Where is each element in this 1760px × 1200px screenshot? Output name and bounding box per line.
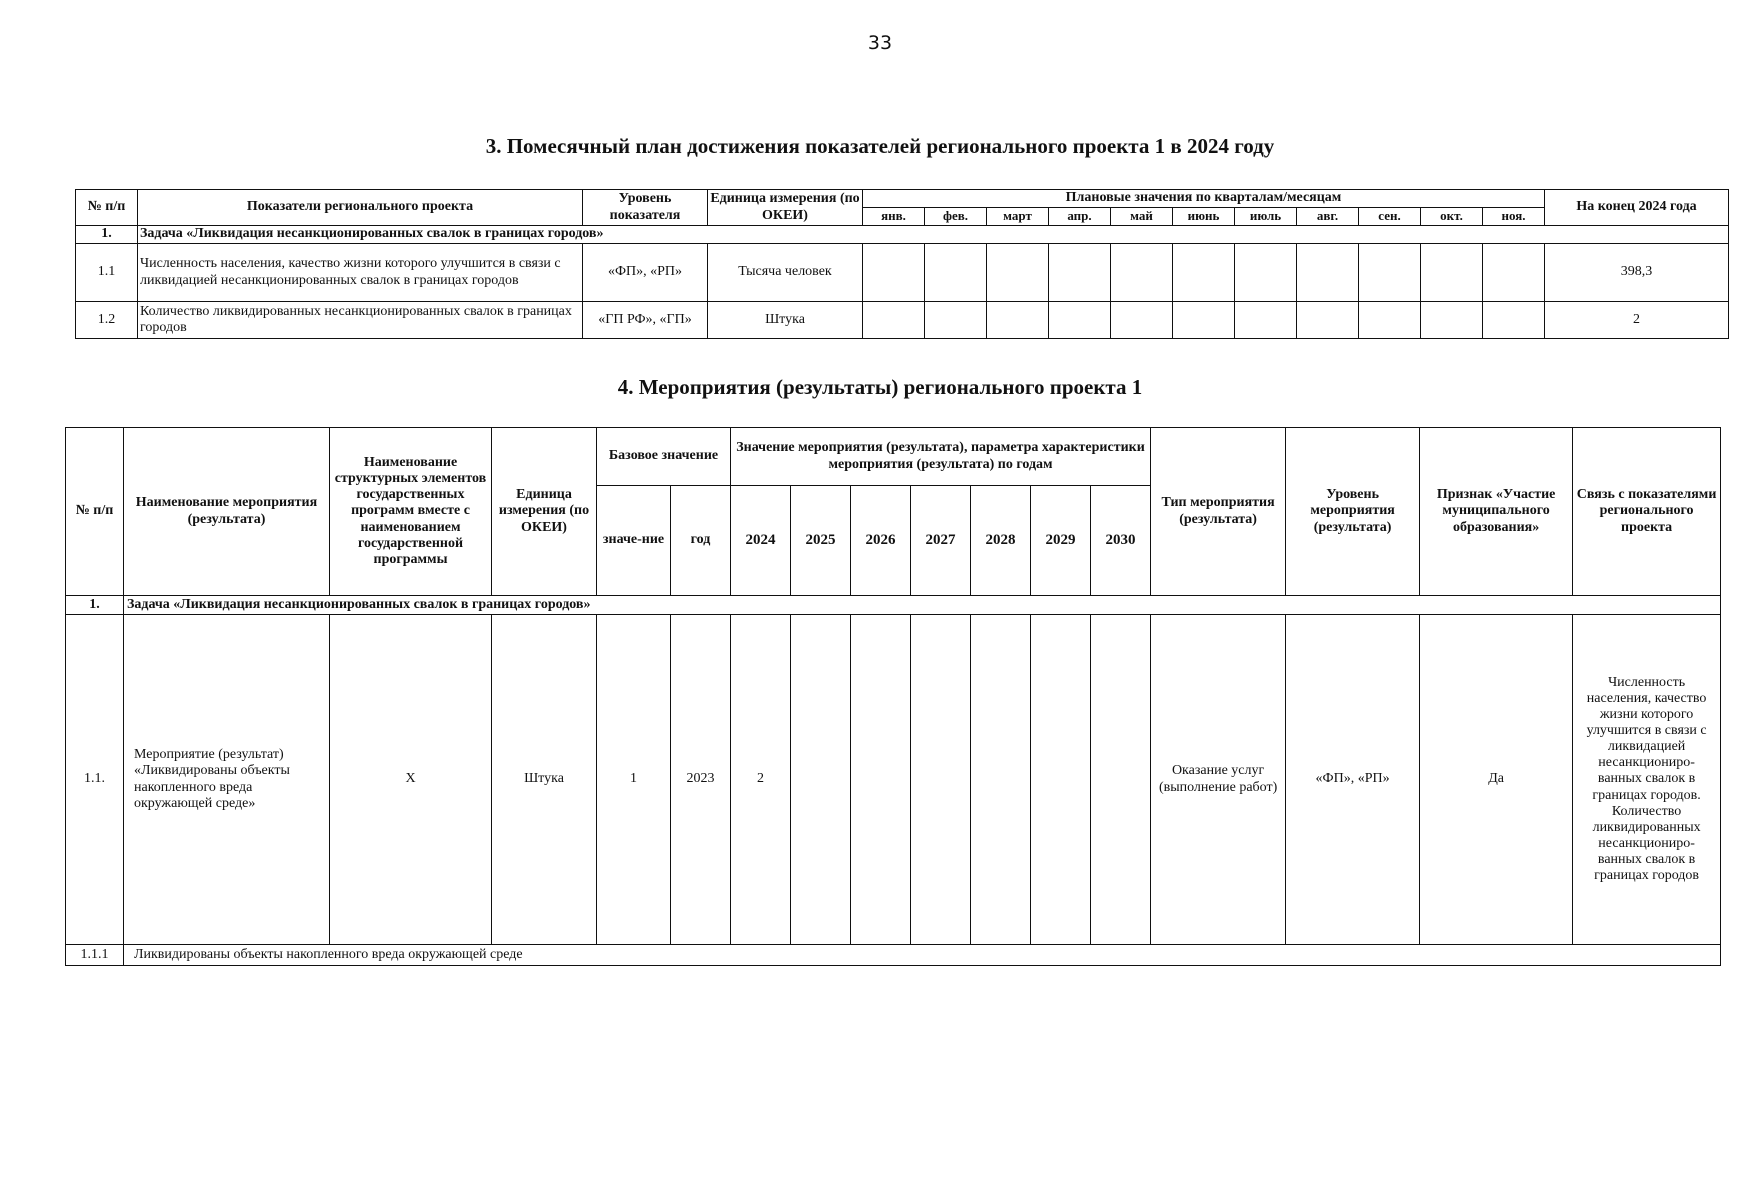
row-level: «ГП РФ», «ГП»	[583, 302, 708, 339]
header-num: № п/п	[76, 190, 138, 226]
header-link: Связь с показателями регионального проекта	[1573, 428, 1721, 596]
section-3-title: 3. Помесячный план достижения показателей регионального проекта 1 в 2024 году	[485, 134, 1275, 158]
table-row	[66, 945, 1721, 966]
row-base-value: 1	[597, 615, 671, 945]
month-cell	[987, 244, 1049, 302]
header-month: май	[1111, 208, 1173, 226]
row-municipal: Да	[1420, 615, 1573, 945]
monthly-plan-table	[75, 189, 1729, 339]
header-level: Уровень мероприятия (результата)	[1286, 428, 1420, 596]
row-structural: Х	[330, 615, 492, 945]
header-month: авг.	[1297, 208, 1359, 226]
row-type: Оказание услуг (выполнение работ)	[1151, 615, 1286, 945]
task-title: Задача «Ликвидация несанкционированных свалок в границах городов»	[124, 596, 1721, 615]
month-cell	[1111, 302, 1173, 339]
header-municipal: Признак «Участие муниципального образования»	[1420, 428, 1573, 596]
header-planned: Плановые значения по кварталам/месяцам	[863, 190, 1545, 208]
task-num: 1.	[76, 226, 138, 244]
header-month: фев.	[925, 208, 987, 226]
header-base-value: значе-ние	[597, 486, 671, 596]
activities-table	[65, 427, 1721, 966]
header-month: март	[987, 208, 1049, 226]
header-year: 2029	[1031, 486, 1091, 596]
month-cell	[1235, 302, 1297, 339]
month-cell	[1173, 244, 1235, 302]
month-cell	[1111, 244, 1173, 302]
year-cell	[971, 615, 1031, 945]
header-month: апр.	[1049, 208, 1111, 226]
month-cell	[1483, 244, 1545, 302]
header-level: Уровень показателя	[583, 190, 708, 226]
row-year-end: 398,3	[1545, 244, 1729, 302]
year-cell	[1091, 615, 1151, 945]
row-unit: Штука	[708, 302, 863, 339]
subrow-text: Ликвидированы объекты накопленного вреда окружающей среде	[124, 945, 1721, 966]
row-num: 1.1.	[66, 615, 124, 945]
month-cell	[987, 302, 1049, 339]
month-cell	[1235, 244, 1297, 302]
month-cell	[925, 244, 987, 302]
header-year: 2024	[731, 486, 791, 596]
section-4-title: 4. Мероприятия (результаты) регионального проекта 1	[617, 375, 1143, 399]
year-cell	[911, 615, 971, 945]
month-cell	[1421, 302, 1483, 339]
header-month: июль	[1235, 208, 1297, 226]
page-number: 33	[867, 32, 893, 54]
row-value-2024: 2	[731, 615, 791, 945]
month-cell	[1359, 302, 1421, 339]
month-cell	[1297, 244, 1359, 302]
header-month: ноя.	[1483, 208, 1545, 226]
task-num: 1.	[66, 596, 124, 615]
header-year-end: На конец 2024 года	[1545, 190, 1729, 226]
header-year: 2026	[851, 486, 911, 596]
month-cell	[1049, 302, 1111, 339]
row-unit: Тысяча человек	[708, 244, 863, 302]
table-row	[76, 302, 1729, 339]
header-month: окт.	[1421, 208, 1483, 226]
row-year-end: 2	[1545, 302, 1729, 339]
header-year: 2028	[971, 486, 1031, 596]
table-row	[76, 244, 1729, 302]
header-structural: Наименование структурных элементов государственных программ вместе с наименованием государственной программы	[330, 428, 492, 596]
header-type: Тип мероприятия (результата)	[1151, 428, 1286, 596]
row-indicator: Численность населения, качество жизни которого улучшится в связи с ликвидацией несанкционированных свалок в границах городов	[138, 244, 583, 302]
row-num: 1.1	[76, 244, 138, 302]
month-cell	[863, 302, 925, 339]
header-num: № п/п	[66, 428, 124, 596]
row-level: «ФП», «РП»	[1286, 615, 1420, 945]
header-base: Базовое значение	[597, 428, 731, 486]
header-year: 2027	[911, 486, 971, 596]
month-cell	[1359, 244, 1421, 302]
header-values-by-year: Значение мероприятия (результата), параметра характеристики мероприятия (результата) по годам	[731, 428, 1151, 486]
year-cell	[851, 615, 911, 945]
header-name: Наименование мероприятия (результата)	[124, 428, 330, 596]
year-cell	[791, 615, 851, 945]
row-link: Численность населения, качество жизни которого улучшится в связи с ликвидацией несанкциониро-ванных свалок в границах городов. Количество ликвидированных несанкциониро-ванных свалок в границах городов	[1573, 615, 1721, 945]
month-cell	[925, 302, 987, 339]
row-level: «ФП», «РП»	[583, 244, 708, 302]
row-num: 1.2	[76, 302, 138, 339]
header-base-year: год	[671, 486, 731, 596]
table-row	[66, 615, 1721, 945]
subrow-num: 1.1.1	[66, 945, 124, 966]
task-title: Задача «Ликвидация несанкционированных свалок в границах городов»	[138, 226, 1729, 244]
header-month: июнь	[1173, 208, 1235, 226]
month-cell	[1173, 302, 1235, 339]
month-cell	[1483, 302, 1545, 339]
header-year: 2025	[791, 486, 851, 596]
header-month: янв.	[863, 208, 925, 226]
row-indicator: Количество ликвидированных несанкционированных свалок в границах городов	[138, 302, 583, 339]
row-name: Мероприятие (результат) «Ликвидированы объекты накопленного вреда окружающей среде»	[124, 615, 330, 945]
header-unit: Единица измерения (по ОКЕИ)	[492, 428, 597, 596]
header-year: 2030	[1091, 486, 1151, 596]
row-unit: Штука	[492, 615, 597, 945]
row-base-year: 2023	[671, 615, 731, 945]
month-cell	[1297, 302, 1359, 339]
header-unit: Единица измерения (по ОКЕИ)	[708, 190, 863, 226]
header-indicator: Показатели регионального проекта	[138, 190, 583, 226]
header-month: сен.	[1359, 208, 1421, 226]
month-cell	[863, 244, 925, 302]
month-cell	[1421, 244, 1483, 302]
month-cell	[1049, 244, 1111, 302]
year-cell	[1031, 615, 1091, 945]
